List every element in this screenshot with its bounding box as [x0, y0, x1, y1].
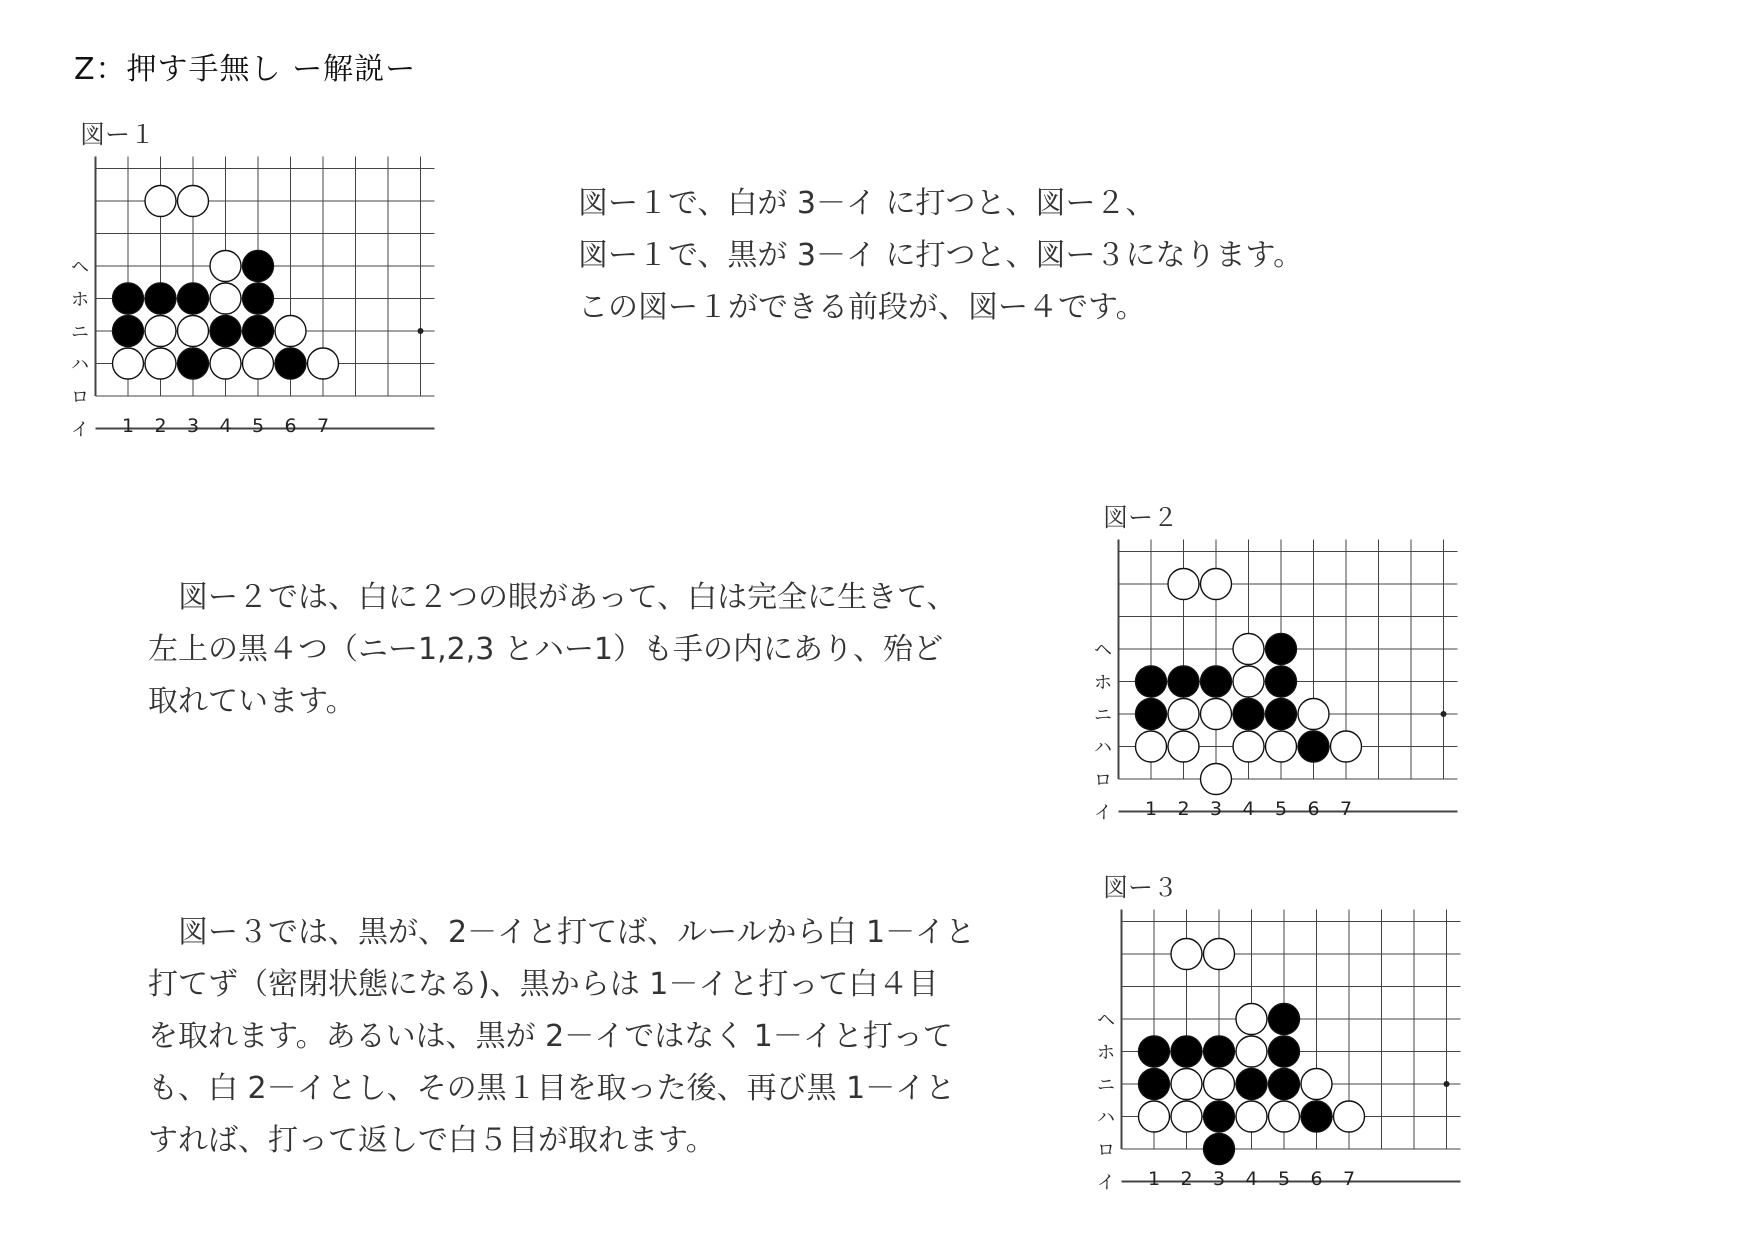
text-line: すれば、打って返しで白５目が取れます。: [148, 1123, 716, 1158]
white-stone: [1301, 1069, 1332, 1100]
row-label: ヘ: [1094, 640, 1112, 661]
white-stone: [1139, 1101, 1170, 1132]
black-stone: [1139, 1069, 1170, 1100]
white-stone: [1233, 731, 1264, 762]
text-line: 打てず（密閉状態になる)、黒からは 1－イと打って白４目: [148, 967, 939, 1002]
column-label: 1: [1147, 1168, 1161, 1190]
white-stone: [1171, 939, 1202, 970]
column-label: 2: [1180, 1168, 1193, 1190]
black-stone: [275, 348, 306, 379]
white-stone: [275, 316, 306, 347]
white-stone: [1171, 1069, 1202, 1100]
white-stone: [1201, 764, 1232, 795]
white-stone: [1201, 569, 1232, 600]
white-stone: [1233, 666, 1264, 697]
explanation-figure-2: [148, 572, 957, 728]
white-stone: [1331, 731, 1362, 762]
go-board-figure-3: [1096, 903, 1476, 1203]
white-stone: [178, 186, 209, 217]
row-label: ヘ: [1097, 1010, 1115, 1031]
black-stone: [1298, 731, 1329, 762]
text-line: 図ー２では、白に２つの眼があって、白は完全に生きて、: [148, 580, 957, 615]
white-stone: [1334, 1101, 1365, 1132]
white-stone: [145, 316, 176, 347]
row-label: ロ: [1094, 770, 1112, 791]
column-label: 5: [1274, 798, 1288, 820]
black-stone: [1168, 666, 1199, 697]
column-label: 4: [1242, 798, 1255, 820]
black-stone: [145, 283, 176, 314]
column-label: 7: [1339, 798, 1353, 820]
text-line: 図ー１で、黒が 3－イ に打つと、図ー３になります。: [578, 238, 1304, 273]
white-stone: [1168, 731, 1199, 762]
white-stone: [210, 283, 241, 314]
white-stone: [145, 348, 176, 379]
text-line: 左上の黒４つ（ニー1,2,3 とハー1）も手の内にあり、殆ど: [148, 632, 943, 667]
column-label: 7: [1342, 1168, 1356, 1190]
black-stone: [1139, 1036, 1170, 1067]
white-stone: [1168, 569, 1199, 600]
row-label: ホ: [1097, 1042, 1115, 1064]
go-board-figure-1: [70, 150, 450, 440]
white-stone: [1171, 1101, 1202, 1132]
white-stone: [1233, 634, 1264, 665]
black-stone: [113, 283, 144, 314]
row-label: ニ: [1094, 705, 1112, 726]
row-label: ニ: [1097, 1075, 1115, 1096]
black-stone: [1204, 1101, 1235, 1132]
white-stone: [178, 316, 209, 347]
figure-2-label: 図ー２: [1103, 503, 1179, 532]
black-stone: [1301, 1101, 1332, 1132]
black-stone: [243, 283, 274, 314]
star-point: [418, 328, 424, 334]
row-label: ロ: [1097, 1140, 1115, 1161]
white-stone: [243, 348, 274, 379]
column-label: 3: [1212, 1168, 1226, 1190]
black-stone: [1266, 699, 1297, 730]
row-label: イ: [1097, 1172, 1115, 1194]
row-label: ホ: [1094, 672, 1112, 694]
row-label: イ: [71, 419, 89, 441]
black-stone: [1204, 1134, 1235, 1165]
text-line: 取れています。: [148, 684, 356, 719]
black-stone: [1233, 699, 1264, 730]
column-label: 2: [1177, 798, 1190, 820]
white-stone: [210, 348, 241, 379]
row-label: ロ: [71, 387, 89, 408]
black-stone: [243, 316, 274, 347]
black-stone: [1266, 634, 1297, 665]
white-stone: [1298, 699, 1329, 730]
column-label: 3: [1209, 798, 1223, 820]
text-line: 図ー１で、白が 3－イ に打つと、図ー２、: [578, 186, 1156, 221]
white-stone: [1136, 731, 1167, 762]
black-stone: [1266, 666, 1297, 697]
white-stone: [308, 348, 339, 379]
row-label: イ: [1094, 802, 1112, 824]
star-point: [1444, 1081, 1450, 1087]
text-line: この図ー１ができる前段が、図ー４です。: [578, 290, 1146, 325]
column-label: 5: [1277, 1168, 1291, 1190]
column-label: 2: [154, 415, 167, 437]
black-stone: [113, 316, 144, 347]
white-stone: [1269, 1101, 1300, 1132]
black-stone: [1171, 1036, 1202, 1067]
row-label: ニ: [71, 322, 89, 343]
black-stone: [1136, 699, 1167, 730]
column-label: 3: [186, 415, 200, 437]
white-stone: [145, 186, 176, 217]
go-board-figure-2: [1093, 533, 1473, 833]
column-label: 6: [284, 415, 297, 437]
white-stone: [1204, 1069, 1235, 1100]
row-label: ホ: [71, 289, 89, 311]
column-label: 4: [1245, 1168, 1258, 1190]
figure-3-label: 図ー３: [1103, 873, 1179, 902]
black-stone: [1269, 1004, 1300, 1035]
column-label: 4: [219, 415, 232, 437]
black-stone: [1269, 1036, 1300, 1067]
text-line: 図ー３では、黒が、2－イと打てば、ルールから白 1－イと: [148, 915, 976, 950]
star-point: [1441, 711, 1447, 717]
black-stone: [1204, 1036, 1235, 1067]
white-stone: [1204, 939, 1235, 970]
black-stone: [243, 251, 274, 282]
white-stone: [1236, 1004, 1267, 1035]
row-label: ハ: [71, 354, 89, 376]
column-label: 6: [1307, 798, 1320, 820]
page-title: Z：押す手無し ー解説ー: [74, 52, 417, 87]
row-label: ハ: [1097, 1107, 1115, 1129]
white-stone: [210, 251, 241, 282]
white-stone: [1201, 699, 1232, 730]
black-stone: [1236, 1069, 1267, 1100]
black-stone: [1269, 1069, 1300, 1100]
white-stone: [1168, 699, 1199, 730]
row-label: ヘ: [71, 257, 89, 278]
text-line: を取れます。あるいは、黒が 2－イではなく 1－イと打って: [148, 1019, 953, 1054]
column-label: 1: [1144, 798, 1158, 820]
figure-1-label: 図ー１: [80, 120, 156, 149]
black-stone: [178, 283, 209, 314]
column-label: 1: [121, 415, 135, 437]
white-stone: [1236, 1036, 1267, 1067]
column-label: 5: [251, 415, 265, 437]
column-label: 7: [316, 415, 330, 437]
explanation-figure-3: [148, 907, 975, 1167]
black-stone: [178, 348, 209, 379]
explanation-figure-1: [578, 178, 1303, 334]
black-stone: [210, 316, 241, 347]
white-stone: [1266, 731, 1297, 762]
white-stone: [1236, 1101, 1267, 1132]
text-line: も、白 2－イとし、その黒１目を取った後、再び黒 1－イと: [148, 1071, 956, 1106]
black-stone: [1201, 666, 1232, 697]
black-stone: [1136, 666, 1167, 697]
white-stone: [113, 348, 144, 379]
row-label: ハ: [1094, 737, 1112, 759]
column-label: 6: [1310, 1168, 1323, 1190]
